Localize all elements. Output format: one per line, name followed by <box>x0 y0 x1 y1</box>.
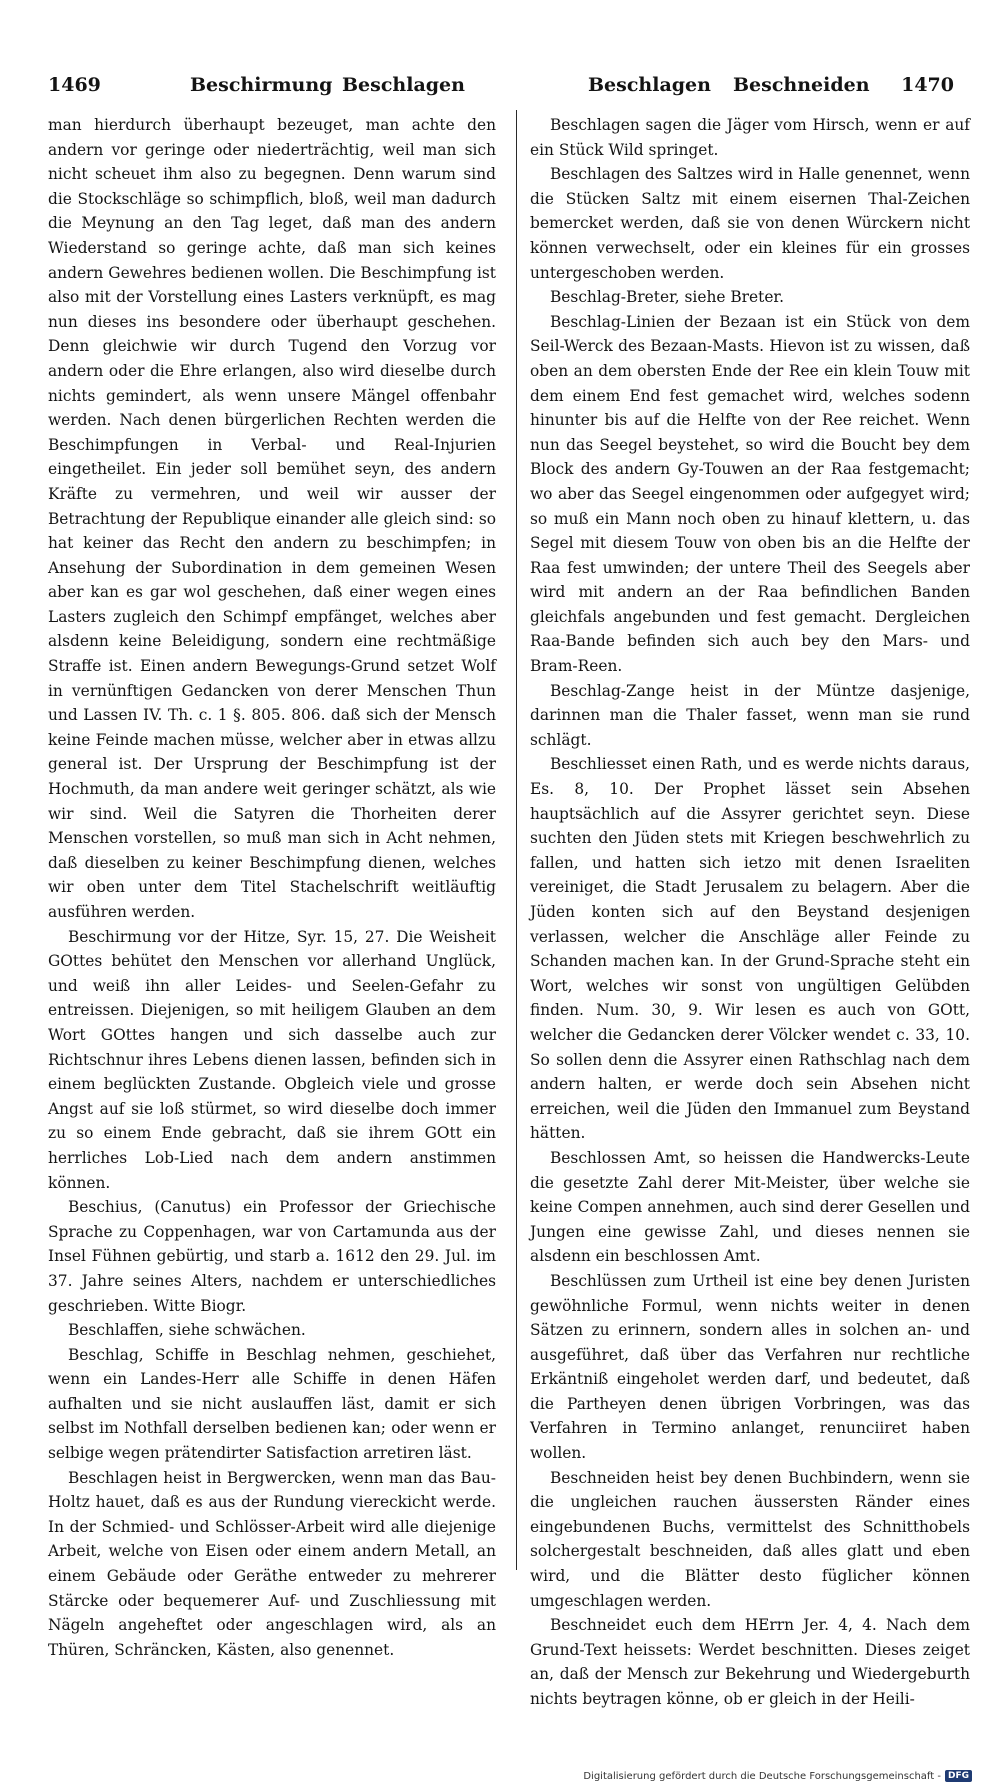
digitization-credit <box>583 1768 972 1784</box>
entry-paragraph: Beschlagen sagen die Jäger vom Hirsch, wenn er auf ein Stück Wild springet. <box>530 116 970 159</box>
entry-paragraph: Beschneiden heist bey denen Buchbindern, wenn sie die ungleichen rauchen äussersten Ränder eines eingebundenen Buchs, vermittelst des Schnitthobels solchergestalt beschneiden, daß alles glatt und eben wird, und die Blätter desto füglicher können umgeschlagen werden. <box>530 1468 970 1610</box>
running-header <box>40 74 960 108</box>
entry-paragraph: Beschlagen heist in Bergwercken, wenn man das Bau-Holtz hauet, daß es aus der Rundung viereckicht werde. In der Schmied- und Schlösser-Arbeit wird alle diejenige Arbeit, welche von Eisen oder einem andern Metall, an einem Gebäude oder Geräthe entweder zu mehrerer Stärcke oder bequemerer Auf- und Zuschliessung mit Nägeln angeheftet oder angeschlagen wird, als an Thüren, Schräncken, Kästen, also genennet. <box>48 1468 496 1659</box>
entry-paragraph: Beschlag-Breter, siehe Breter. <box>550 288 784 307</box>
page-number-right: 1470 <box>901 74 954 96</box>
entry-paragraph: Beschlag-Linien der Bezaan ist ein Stück von dem Seil-Werck des Bezaan-Masts. Hievon ist zu wissen, daß oben an dem obersten Ende der Ree ein klein Touw mit dem einem End fest gemachet wird, welches sodenn hinunter bis auf die Helfte von der Ree reichet. Wenn nun das Seegel beystehet, so wird die Boucht bey dem Block des andern Gy-Touwen an der Raa festgemacht; wo aber das Seegel eingenommen oder aufgegyet wird; so muß ein Mann noch oben zu hinauf klettern, u. das Segel mit diesem Touw von oben bis an die Helfte der Raa fest umwinden; der untere Theil des Seegels aber wird mit andern an der Raa befindlichen Banden gleichfals angebunden und fest gemacht. Dergleichen Raa-Bande befinden sich auch bey den Mars- und Bram-Reen. <box>530 312 970 676</box>
entry-paragraph: Beschius, (Canutus) ein Professor der Griechische Sprache zu Coppenhagen, war von Cartamunda aus der Insel Fühnen gebürtig, und starb a. 1612 den 29. Jul. im 37. Jahre seines Alters, nachdem er unterschiedliches geschrieben. Witte Biogr. <box>48 1198 496 1315</box>
entry-paragraph: Beschneidet euch dem HErrn Jer. 4, 4. Nach dem Grund-Text heissets: Werdet beschnitten. Dieses zeiget an, daß der Mensch zur Bekehrung und Wiedergeburth nichts beytragen könne, ob er gleich in der Heili- <box>530 1616 970 1708</box>
header-keyword-left-2: Beschlagen <box>342 74 465 96</box>
entry-paragraph: Beschliesset einen Rath, und es werde nichts daraus, Es. 8, 10. Der Prophet lässet sein Absehen hauptsächlich auf die Assyrer gerichtet seyn. Diese suchten den Jüden stets mit Kriegen beschwehrlich zu fallen, und hatten sich ietzo mit denen Israeliten vereiniget, die Stadt Jerusalem zu belagern. Aber die Jüden konten sich auf den Beystand desjenigen verlassen, welcher die Anschläge aller Feinde zu Schanden machen kan. In der Grund-Sprache steht ein Wort, welches wir sonst von ungültigen Gelübden finden. Num. 30, 9. Wir lesen es auch von GOtt, welcher die Gedancken derer Völcker wendet c. 33, 10. So sollen denn die Assyrer einen Rathschlag nach dem andern halten, er werde doch sein Absehen nicht erreichen, weil die Jüden den Immanuel zum Beystand hätten. <box>530 755 970 1143</box>
right-column <box>530 113 970 1708</box>
header-keyword-right-2: Beschneiden <box>733 74 870 96</box>
header-keyword-right-1: Beschlagen <box>588 74 711 96</box>
entry-paragraph: Beschlag, Schiffe in Beschlag nehmen, geschiehet, wenn ein Landes-Herr alle Schiffe in denen Häfen aufhalten und sie nicht auslauffen läst, damit er sich selbst im Nothfall derselben bedienen kan; oder wenn er selbige wegen prätendirter Satisfaction arretiren läst. <box>48 1345 496 1463</box>
entry-paragraph: Beschlag-Zange heist in der Müntze dasjenige, darinnen man die Thaler fasset, wenn man sie rund schlägt. <box>530 681 970 749</box>
entry-paragraph: Beschlagen des Saltzes wird in Halle genennet, wenn die Stücken Saltz mit einem eisernen Thal-Zeichen bemercket werden, daß sie von denen Würckern nicht können verwechselt, oder ein kleines für ein grosses untergeschoben werden. <box>530 165 970 282</box>
entry-paragraph: Beschlaffen, siehe schwächen. <box>68 1321 306 1340</box>
left-column <box>48 113 496 1659</box>
entry-paragraph: Beschirmung vor der Hitze, Syr. 15, 27. Die Weisheit GOttes behütet den Menschen vor allerhand Unglück, und weiß ihn aller Leides- und Seelen-Gefahr zu entreissen. Diejenigen, so mit heiligem Glauben an dem Wort GOttes hangen und sich dasselbe auch zur Richtschnur ihres Lebens dienen lassen, befinden sich in einem beglückten Zustande. Obgleich viele und grosse Angst auf sie loß stürmet, so wird dieselbe doch immer zu so einem Ende gebracht, daß sie ihrem GOtt ein herrliches Lob-Lied nach dem andern anstimmen können. <box>48 927 496 1192</box>
entry-paragraph: Beschlossen Amt, so heissen die Handwercks-Leute die gesetzte Zahl derer Mit-Meister, über welche sie keine Compen annehmen, auch sind derer Gesellen und Jungen eine gewisse Zahl, und dieses nennen sie alsdenn ein beschlossen Amt. <box>530 1148 970 1266</box>
header-keyword-left-1: Beschirmung <box>190 74 333 96</box>
column-divider <box>516 110 517 1570</box>
page-number-left: 1469 <box>48 74 101 96</box>
dfg-logo: DFG <box>945 1770 972 1782</box>
credit-text: Digitalisierung gefördert durch die Deutsche Forschungsgemeinschaft - <box>583 1770 941 1782</box>
entry-paragraph: man hierdurch überhaupt bezeuget, man achte den andern vor geringe oder niederträchtig, weil man sich nicht scheuet ihm also zu begegnen. Denn warum sind die Stockschläge so schimpflich, bloß, weil man dadurch die Meynung an den Tag leget, daß man des andern Wiederstand so geringe achte, daß man sich keines andern Gewehres bedienen wollen. Die Beschimpfung ist also mit der Vorstellung eines Lasters verknüpft, es mag nun dieses ins besondere oder überhaupt geschehen. Denn gleichwie wir durch Tugend den Vorzug vor andern oder die Ehre erlangen, also wird dieselbe durch nichts gemindert, als wenn unsere Mängel offenbahr werden. Nach denen bürgerlichen Rechten werden die Beschimpfungen in Verbal- und Real-Injurien eingetheilet. Ein jeder soll bemühet seyn, des andern Kräfte zu vermehren, und weil wir ausser der Betrachtung der Republique einander alle gleich sind: so hat keiner das Recht den andern zu beschimpfen; in Ansehung der Subordination in dem gemeinen Wesen aber kan es gar wol geschehen, daß einer wegen eines Lasters zugleich den Schimpf empfänget, welches aber alsdenn keine Beleidigung, sondern eine rechtmäßige Straffe ist. Einen andern Bewegungs-Grund setzet Wolf in vernünftigen Gedancken von derer Menschen Thun und Lassen IV. Th. c. 1 §. 805. 806. daß sich der Mensch keine Feinde machen müsse, welcher aber in etwas allzu general ist. Der Ursprung der Beschimpfung ist der Hochmuth, da man andere weit geringer schätzt, als wie wir sind. Weil die Satyren die Thorheiten derer Menschen vorstellen, so muß man sich in Acht nehmen, daß dieselben zu keiner Beschimpfung dienen, welches wir oben unter dem Titel Stachelschrift weitläuftig ausführen werden. <box>48 116 496 921</box>
entry-paragraph: Beschlüssen zum Urtheil ist eine bey denen Juristen gewöhnliche Formul, wenn nichts weiter in denen Sätzen zu erinnern, sondern alles in solchen an- und ausgeführet, daß über das Verfahren nur rechtliche Erkäntniß eingeholet werden darf, und bedeutet, daß die Partheyen denen übrigen Vorbringen, was das Verfahren in Termino anlanget, renunciiret haben wollen. <box>530 1271 970 1463</box>
